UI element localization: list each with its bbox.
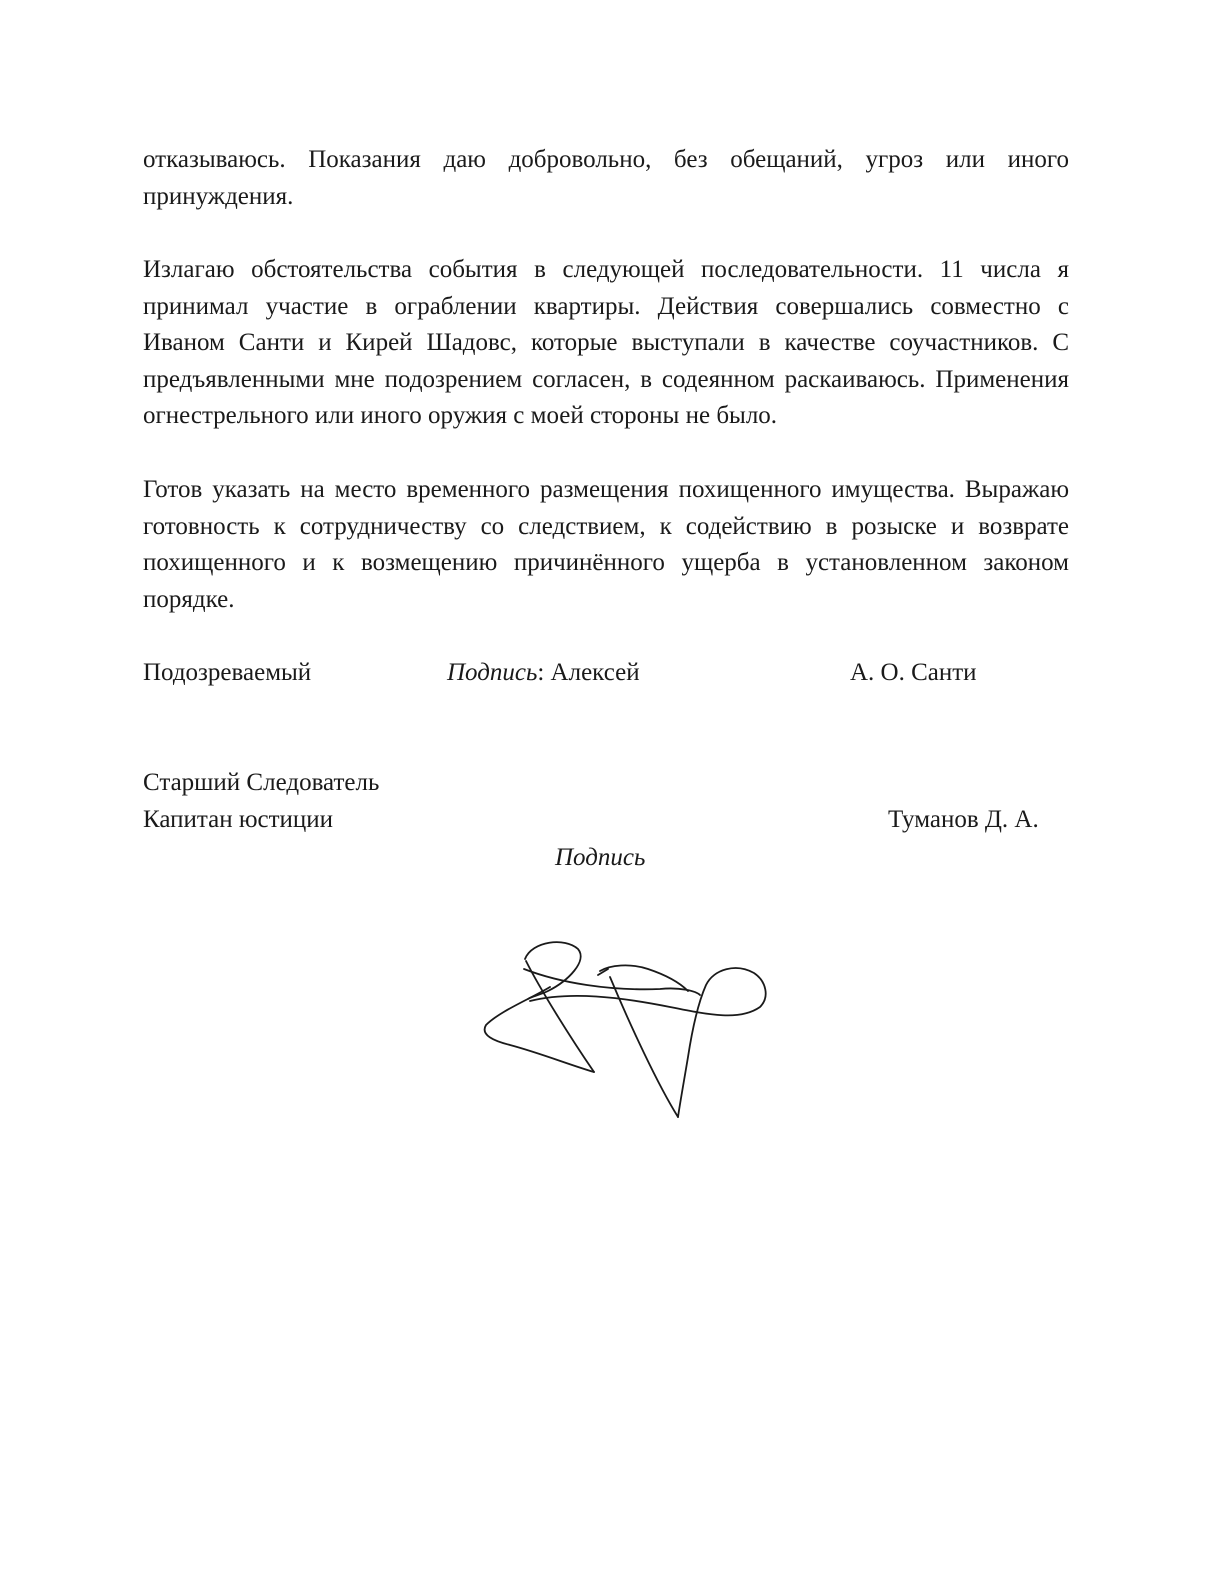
- investigator-rank: Капитан юстиции: [143, 806, 334, 833]
- signature-stroke-diagonal: [526, 961, 594, 1072]
- suspect-name: А. О. Санти: [850, 659, 977, 686]
- suspect-signature: [447, 655, 640, 691]
- statement-paragraph-3: Готов указать на место временного размещения похищенного имущества. Выражаю готовность к сотрудничеству со следствием, к содействию в розыске и возврате похищенного и к возмещению причинённого ущерба в установленном законом порядке.: [143, 476, 1069, 613]
- signature-stroke-top-loop: [525, 942, 581, 999]
- suspect-role: Подозреваемый: [143, 659, 312, 686]
- investigator-name: Туманов Д. А.: [888, 806, 1039, 833]
- suspect-signature-value: : Алексей: [537, 659, 640, 686]
- handwritten-signature: [470, 925, 790, 1135]
- investigator-signature-label: Подпись: [555, 844, 646, 871]
- investigator-title: Старший Следователь: [143, 769, 380, 796]
- signature-strokes: [485, 942, 766, 1117]
- signature-stroke-sweep: [530, 968, 766, 1117]
- statement-paragraph-2: Излагаю обстоятельства события в следующей последовательности. 11 числа я принимал участие в ограблении квартиры. Действия совершались совместно с Иваном Санти и Кирей Шадовс, которые выступали в качестве соучастников. С предъявленными мне подозрением согласен, в содеянном раскаиваюсь. Применения огнестрельного или иного оружия с моей стороны не было.: [143, 256, 1069, 429]
- suspect-signature-label: Подпись: [447, 659, 538, 686]
- statement-paragraph-1: отказываюсь. Показания даю добровольно, без обещаний, угроз или иного принуждения.: [143, 146, 1069, 210]
